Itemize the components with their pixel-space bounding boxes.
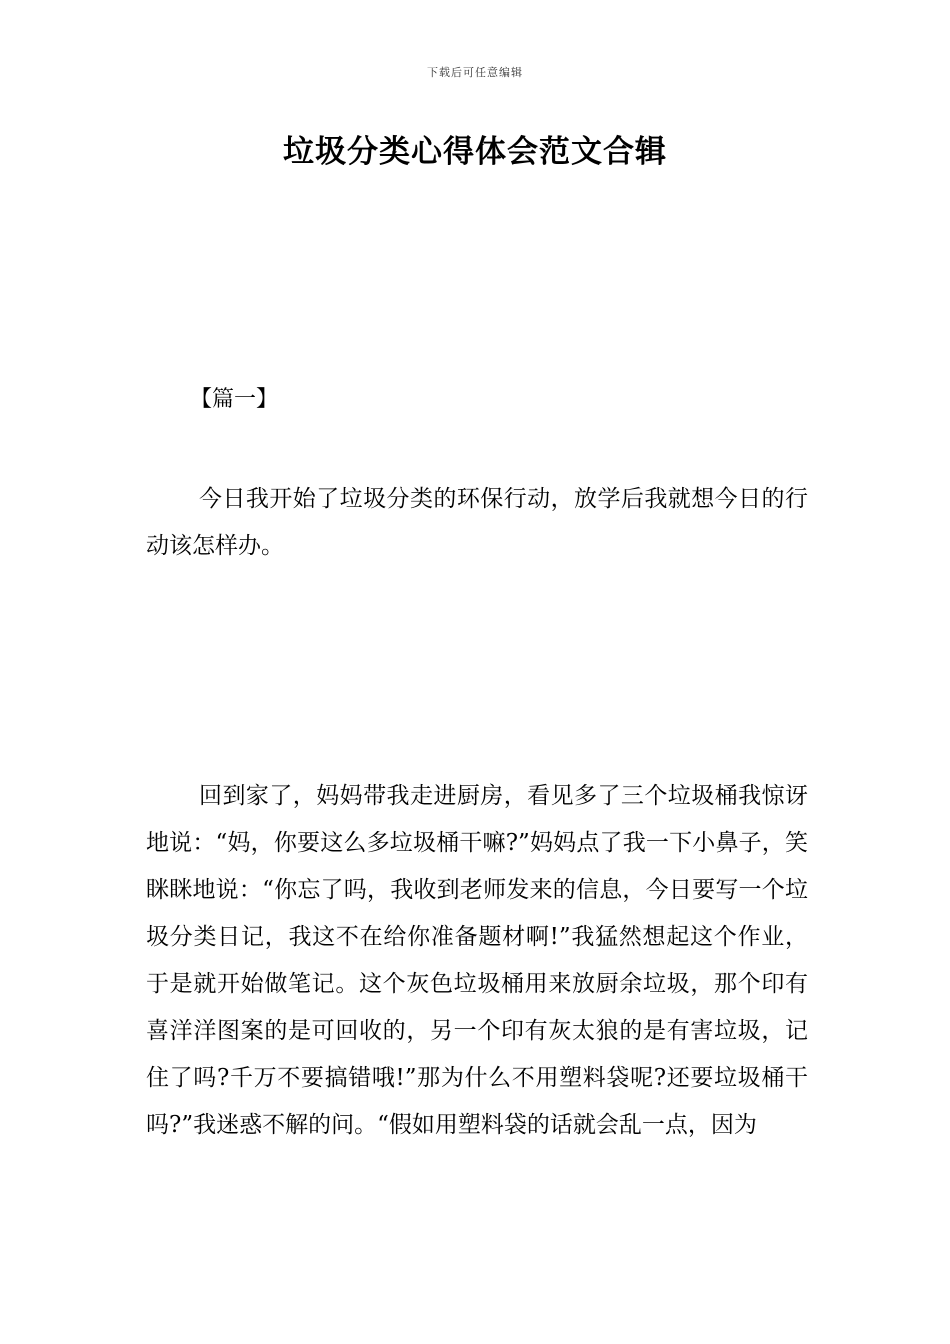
page-title: 垃圾分类心得体会范文合辑	[283, 134, 667, 170]
paragraph-1: 今日我开始了垃圾分类的环保行动，放学后我就想今日的行动该怎样办。	[146, 486, 808, 559]
paragraph-2: 回到家了，妈妈带我走进厨房，看见多了三个垃圾桶我惊讶地说：“妈，你要这么多垃圾桶干嘛?”妈妈点了我一下小鼻子，笑眯眯地说：“你忘了吗，我收到老师发来的信息，今日要写一个垃圾分类日记，我这不在给你准备题材啊!”我猛然想起这个作业，于是就开始做笔记。这个灰色垃圾桶用来放厨余垃圾，那个印有喜洋洋图案的是可回收的，另一个印有灰太狼的是有害垃圾，记住了吗?千万不要搞错哦!”那为什么不用塑料袋呢?还要垃圾桶干吗?”我迷惑不解的问。“假如用塑料袋的话就会乱一点，因为	[146, 783, 808, 1138]
section-label: 【篇一】	[190, 387, 279, 412]
header-note: 下载后可任意编辑	[427, 66, 523, 79]
